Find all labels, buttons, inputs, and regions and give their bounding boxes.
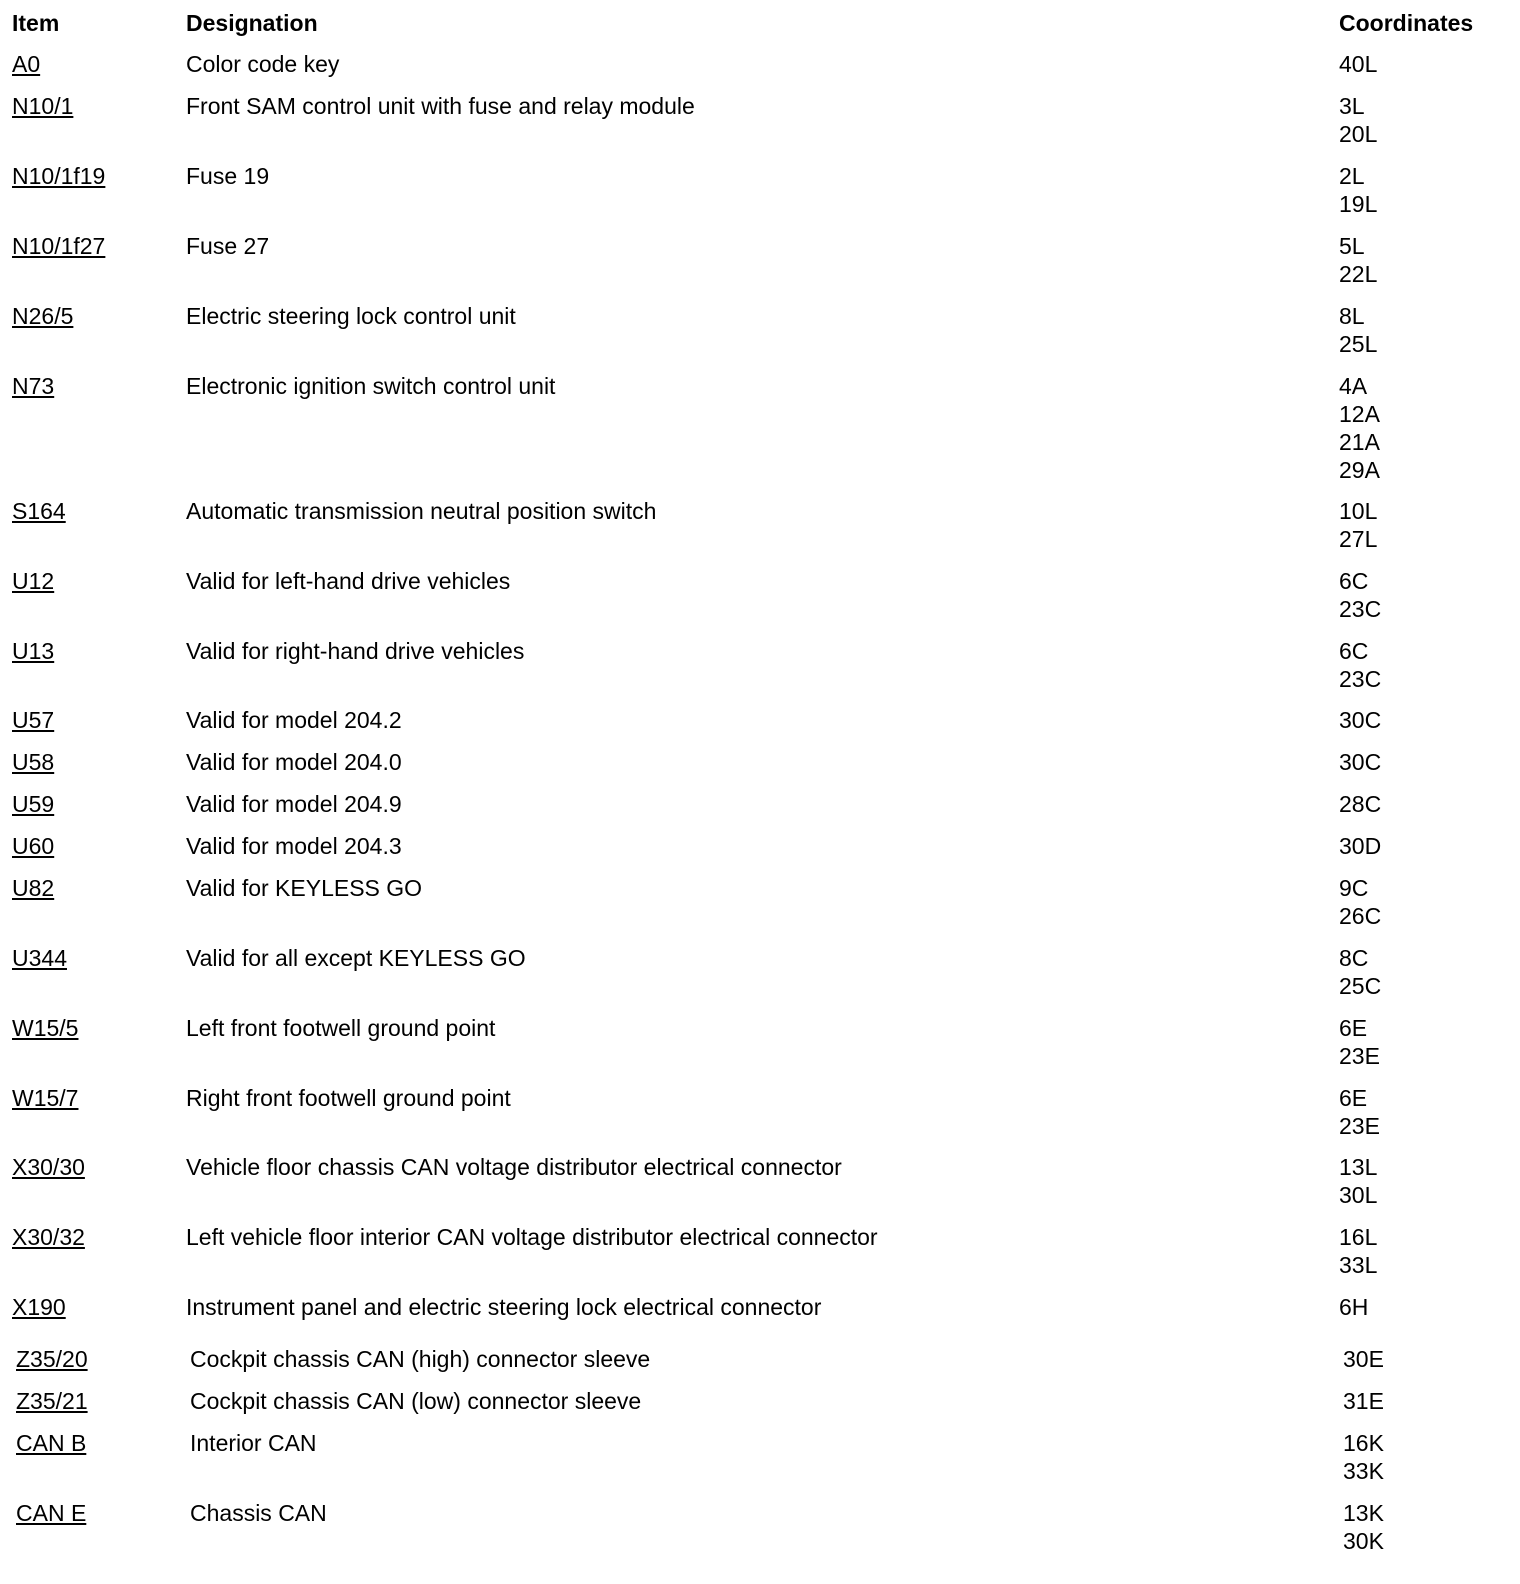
- coordinate-value: 8C: [1339, 945, 1369, 971]
- item-link[interactable]: X30/32: [12, 1224, 85, 1250]
- coordinate-value: 22L: [1339, 261, 1378, 287]
- coordinate-value: 6E: [1339, 1085, 1368, 1111]
- coordinates-cell: [1339, 706, 1381, 734]
- coordinates-cell: [1343, 1387, 1384, 1415]
- header-coordinates: Coordinates: [1339, 10, 1474, 36]
- coordinate-value: 8L: [1339, 303, 1365, 329]
- item-link[interactable]: U344: [12, 945, 67, 971]
- item-link[interactable]: U57: [12, 707, 55, 733]
- coordinates-cell: [1339, 162, 1377, 218]
- item-link[interactable]: S164: [12, 498, 66, 524]
- coordinates-cell: [1339, 302, 1377, 358]
- coordinate-value: 30C: [1339, 749, 1382, 775]
- coordinate-value: 6H: [1339, 1294, 1369, 1320]
- item-link[interactable]: X190: [12, 1294, 66, 1320]
- item-link[interactable]: N26/5: [12, 303, 74, 329]
- coordinate-value: 19L: [1339, 191, 1378, 217]
- coordinates-cell: [1339, 92, 1377, 148]
- coordinate-value: 30D: [1339, 833, 1382, 859]
- item-link[interactable]: CAN E: [16, 1500, 87, 1526]
- item-link[interactable]: U59: [12, 791, 55, 817]
- item-link[interactable]: CAN B: [16, 1430, 87, 1456]
- coordinates-cell: [1339, 944, 1381, 1000]
- coordinate-value: 10L: [1339, 498, 1378, 524]
- coordinate-value: 20L: [1339, 121, 1378, 147]
- coordinate-value: 5L: [1339, 233, 1365, 259]
- designation-text: Valid for all except KEYLESS GO: [186, 945, 526, 971]
- designation-text: Right front footwell ground point: [186, 1085, 511, 1111]
- designation-text: Front SAM control unit with fuse and relay module: [186, 93, 695, 119]
- coordinates-cell: [1339, 874, 1381, 930]
- coordinates-cell: [1339, 637, 1381, 693]
- coordinates-cell: [1339, 497, 1377, 553]
- coordinate-value: 13K: [1343, 1500, 1384, 1526]
- coordinate-value: 23C: [1339, 596, 1382, 622]
- coordinates-cell: [1339, 1014, 1380, 1070]
- designation-text: Left vehicle floor interior CAN voltage distributor electrical connector: [186, 1224, 878, 1250]
- designation-text: Chassis CAN: [190, 1500, 327, 1526]
- coordinate-value: 40L: [1339, 51, 1378, 77]
- coordinate-value: 6C: [1339, 638, 1369, 664]
- coordinate-value: 30K: [1343, 1528, 1384, 1554]
- coordinates-cell: [1339, 567, 1381, 623]
- coordinate-value: 4A: [1339, 373, 1368, 399]
- designation-text: Instrument panel and electric steering lock electrical connector: [186, 1294, 822, 1320]
- coordinates-cell: [1339, 790, 1381, 818]
- coordinate-value: 21A: [1339, 429, 1380, 455]
- designation-text: Electric steering lock control unit: [186, 303, 516, 329]
- coordinate-value: 30E: [1343, 1346, 1384, 1372]
- coordinate-value: 33L: [1339, 1252, 1378, 1278]
- designation-text: Automatic transmission neutral position switch: [186, 498, 657, 524]
- item-link[interactable]: N10/1: [12, 93, 74, 119]
- coordinate-value: 25C: [1339, 973, 1382, 999]
- coordinate-value: 16L: [1339, 1224, 1378, 1250]
- designation-text: Valid for right-hand drive vehicles: [186, 638, 525, 664]
- designation-text: Vehicle floor chassis CAN voltage distributor electrical connector: [186, 1154, 842, 1180]
- item-link[interactable]: A0: [12, 51, 41, 77]
- coordinates-cell: [1343, 1345, 1384, 1373]
- designation-text: Color code key: [186, 51, 340, 77]
- designation-text: Valid for left-hand drive vehicles: [186, 568, 511, 594]
- coordinates-cell: [1343, 1429, 1384, 1485]
- item-link[interactable]: X30/30: [12, 1154, 85, 1180]
- item-link[interactable]: U13: [12, 638, 55, 664]
- item-link[interactable]: W15/5: [12, 1015, 79, 1041]
- coordinate-value: 33K: [1343, 1458, 1384, 1484]
- coordinate-value: 12A: [1339, 401, 1380, 427]
- coordinate-value: 3L: [1339, 93, 1365, 119]
- item-link[interactable]: U82: [12, 875, 55, 901]
- designation-text: Cockpit chassis CAN (low) connector sleeve: [190, 1388, 642, 1414]
- item-link[interactable]: N10/1f27: [12, 233, 106, 259]
- coordinate-value: 27L: [1339, 526, 1378, 552]
- coordinates-cell: [1339, 1293, 1368, 1321]
- coordinate-value: 30L: [1339, 1182, 1378, 1208]
- coordinate-value: 26C: [1339, 903, 1382, 929]
- coordinate-value: 23E: [1339, 1043, 1380, 1069]
- coordinate-value: 23E: [1339, 1113, 1380, 1139]
- coordinate-value: 16K: [1343, 1430, 1384, 1456]
- coordinate-value: 6C: [1339, 568, 1369, 594]
- item-link[interactable]: N10/1f19: [12, 163, 106, 189]
- coordinate-value: 25L: [1339, 331, 1378, 357]
- coordinate-value: 9C: [1339, 875, 1369, 901]
- coordinate-value: 6E: [1339, 1015, 1368, 1041]
- coordinate-value: 28C: [1339, 791, 1382, 817]
- item-link[interactable]: Z35/21: [16, 1388, 88, 1414]
- designation-text: Interior CAN: [190, 1430, 317, 1456]
- item-link[interactable]: U60: [12, 833, 55, 859]
- coordinates-cell: [1339, 832, 1381, 860]
- coordinate-value: 2L: [1339, 163, 1365, 189]
- item-link[interactable]: N73: [12, 373, 55, 399]
- designation-text: Electronic ignition switch control unit: [186, 373, 556, 399]
- item-link[interactable]: W15/7: [12, 1085, 79, 1111]
- coordinates-cell: [1339, 1084, 1380, 1140]
- coordinate-value: 23C: [1339, 666, 1382, 692]
- designation-text: Fuse 27: [186, 233, 270, 259]
- coordinates-cell: [1339, 748, 1381, 776]
- item-link[interactable]: U58: [12, 749, 55, 775]
- coordinates-cell: [1339, 372, 1380, 484]
- header-designation: Designation: [186, 10, 318, 36]
- item-link[interactable]: U12: [12, 568, 55, 594]
- coordinates-cell: [1343, 1499, 1384, 1555]
- designation-text: Valid for model 204.0: [186, 749, 402, 775]
- header-item: Item: [12, 10, 60, 36]
- coordinates-cell: [1339, 1153, 1377, 1209]
- designation-text: Valid for model 204.2: [186, 707, 402, 733]
- coordinate-value: 31E: [1343, 1388, 1384, 1414]
- coordinate-value: 30C: [1339, 707, 1382, 733]
- designation-text: Valid for model 204.9: [186, 791, 402, 817]
- coordinate-value: 29A: [1339, 457, 1380, 483]
- designation-text: Cockpit chassis CAN (high) connector sleeve: [190, 1346, 651, 1372]
- designation-text: Left front footwell ground point: [186, 1015, 496, 1041]
- coordinate-value: 13L: [1339, 1154, 1378, 1180]
- item-link[interactable]: Z35/20: [16, 1346, 88, 1372]
- designation-text: Valid for KEYLESS GO: [186, 875, 423, 901]
- designation-text: Valid for model 204.3: [186, 833, 402, 859]
- designation-text: Fuse 19: [186, 163, 270, 189]
- coordinates-cell: [1339, 232, 1377, 288]
- coordinates-cell: [1339, 50, 1377, 78]
- coordinates-cell: [1339, 1223, 1377, 1279]
